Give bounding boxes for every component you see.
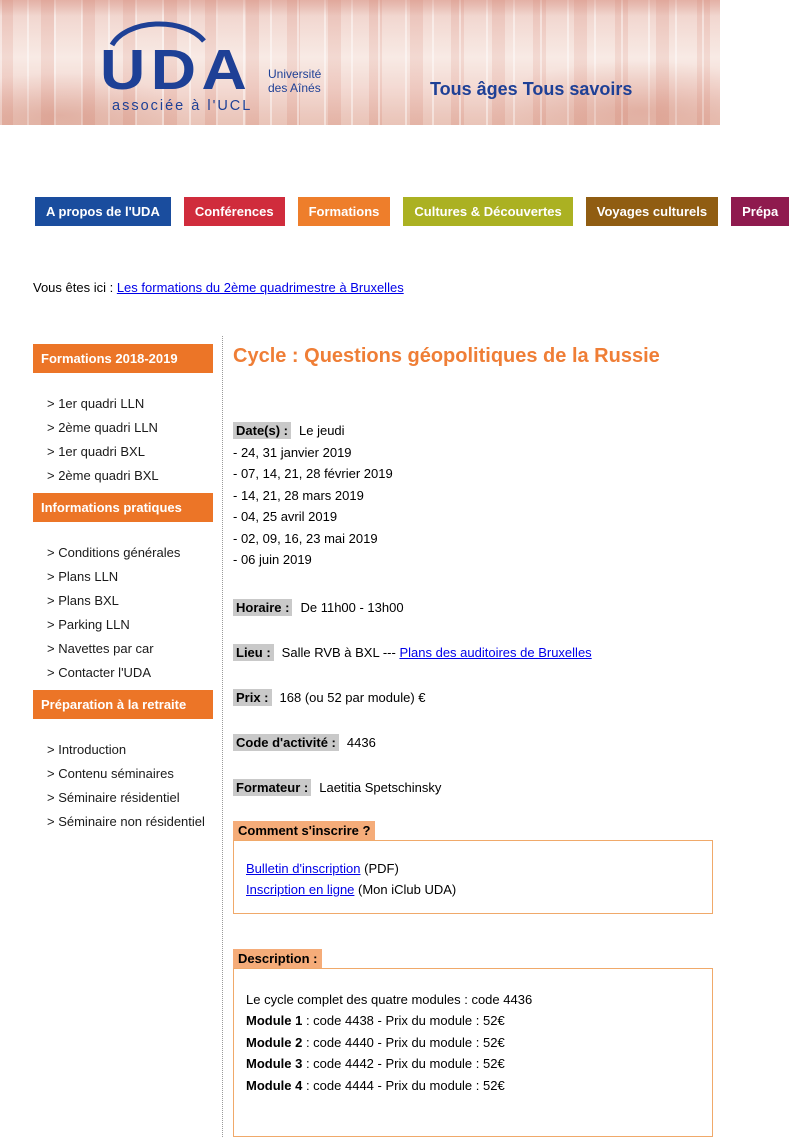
logo-university-name: Université des Aînés bbox=[268, 67, 321, 95]
lieu-value: Salle RVB à BXL --- bbox=[282, 645, 400, 660]
sidebar-item-parking-lln[interactable]: > Parking LLN bbox=[33, 613, 213, 637]
dates-value: Le jeudi bbox=[299, 423, 345, 438]
module-line: Module 3 : code 4442 - Prix du module : 52€ bbox=[246, 1053, 700, 1075]
sidebar-item-plans-bxl[interactable]: > Plans BXL bbox=[33, 589, 213, 613]
logo-acronym: UDA bbox=[100, 42, 252, 99]
description-header: Description : bbox=[233, 949, 322, 968]
lieu-label: Lieu : bbox=[233, 644, 274, 661]
nav-conferences[interactable]: Conférences bbox=[184, 197, 285, 226]
sidebar-list-infos-pratiques bbox=[33, 541, 213, 685]
sidebar-item-seminaire-non-residentiel[interactable]: > Séminaire non résidentiel bbox=[33, 810, 213, 834]
date-line: - 06 juin 2019 bbox=[233, 549, 720, 571]
prix-label: Prix : bbox=[233, 689, 272, 706]
sidebar-header-infos-pratiques: Informations pratiques bbox=[33, 493, 213, 522]
bulletin-inscription-link[interactable]: Bulletin d'inscription bbox=[246, 861, 361, 876]
field-horaire bbox=[233, 600, 720, 616]
inscription-line: Inscription en ligne (Mon iClub UDA) bbox=[246, 879, 700, 901]
date-line: - 24, 31 janvier 2019 bbox=[233, 442, 720, 464]
description-box bbox=[233, 968, 713, 1137]
inscription-line: Bulletin d'inscription (PDF) bbox=[246, 858, 700, 880]
sidebar-item-2eme-quadri-bxl[interactable]: > 2ème quadri BXL bbox=[33, 464, 213, 488]
field-dates bbox=[233, 420, 720, 571]
logo-affiliation: associée à l'UCL bbox=[112, 98, 252, 114]
site-tagline: Tous âges Tous savoirs bbox=[430, 79, 632, 100]
code-activite-value: 4436 bbox=[347, 735, 376, 750]
module-line: Module 4 : code 4444 - Prix du module : 52€ bbox=[246, 1075, 700, 1097]
sidebar-item-2eme-quadri-lln[interactable]: > 2ème quadri LLN bbox=[33, 416, 213, 440]
sidebar-header-preparation-retraite: Préparation à la retraite bbox=[33, 690, 213, 719]
sidebar-list-formations bbox=[33, 392, 213, 488]
inscription-box bbox=[233, 840, 713, 914]
nav-formations[interactable]: Formations bbox=[298, 197, 391, 226]
main-nav bbox=[35, 197, 720, 226]
formateur-label: Formateur : bbox=[233, 779, 311, 796]
sidebar-item-plans-lln[interactable]: > Plans LLN bbox=[33, 565, 213, 589]
site-banner bbox=[0, 0, 720, 125]
field-lieu bbox=[233, 645, 720, 661]
horaire-value: De 11h00 - 13h00 bbox=[300, 600, 403, 615]
main-content bbox=[223, 336, 720, 1137]
sidebar-item-contenu-seminaires[interactable]: > Contenu séminaires bbox=[33, 762, 213, 786]
page-title: Cycle : Questions géopolitiques de la Russie bbox=[233, 344, 720, 368]
sidebar-item-1er-quadri-lln[interactable]: > 1er quadri LLN bbox=[33, 392, 213, 416]
module-line: Module 2 : code 4440 - Prix du module : 52€ bbox=[246, 1032, 700, 1054]
prix-value: 168 (ou 52 par module) € bbox=[280, 690, 426, 705]
sidebar-item-navettes-par-car[interactable]: > Navettes par car bbox=[33, 637, 213, 661]
horaire-label: Horaire : bbox=[233, 599, 292, 616]
date-line: - 07, 14, 21, 28 février 2019 bbox=[233, 463, 720, 485]
sidebar-item-introduction[interactable]: > Introduction bbox=[33, 738, 213, 762]
sidebar-item-contacter-uda[interactable]: > Contacter l'UDA bbox=[33, 661, 213, 685]
sidebar-header-formations: Formations 2018-2019 bbox=[33, 344, 213, 373]
nav-voyages-culturels[interactable]: Voyages culturels bbox=[586, 197, 718, 226]
field-prix bbox=[233, 690, 720, 706]
date-line: - 14, 21, 28 mars 2019 bbox=[233, 485, 720, 507]
sidebar-section-infos-pratiques bbox=[33, 493, 213, 685]
date-line: - 04, 25 avril 2019 bbox=[233, 506, 720, 528]
breadcrumb-link[interactable]: Les formations du 2ème quadrimestre à Bruxelles bbox=[117, 280, 404, 295]
field-formateur bbox=[233, 780, 720, 796]
module-line: Module 1 : code 4438 - Prix du module : 52€ bbox=[246, 1010, 700, 1032]
section-inscription bbox=[233, 821, 720, 914]
formateur-value: Laetitia Spetschinsky bbox=[319, 780, 441, 795]
inscription-en-ligne-link[interactable]: Inscription en ligne bbox=[246, 882, 354, 897]
field-code-activite bbox=[233, 735, 720, 751]
nav-a-propos[interactable]: A propos de l'UDA bbox=[35, 197, 171, 226]
sidebar bbox=[33, 336, 223, 1137]
nav-preparation[interactable]: Prépa bbox=[731, 197, 789, 226]
sidebar-item-seminaire-residentiel[interactable]: > Séminaire résidentiel bbox=[33, 786, 213, 810]
sidebar-list-preparation-retraite bbox=[33, 738, 213, 834]
section-description bbox=[233, 949, 720, 1137]
plans-auditoires-link[interactable]: Plans des auditoires de Bruxelles bbox=[399, 645, 591, 660]
uda-logo[interactable] bbox=[0, 0, 330, 125]
breadcrumb bbox=[33, 280, 720, 295]
sidebar-item-1er-quadri-bxl[interactable]: > 1er quadri BXL bbox=[33, 440, 213, 464]
sidebar-section-preparation-retraite bbox=[33, 690, 213, 834]
content-area bbox=[33, 336, 720, 1137]
breadcrumb-prefix: Vous êtes ici : bbox=[33, 280, 117, 295]
nav-cultures-decouvertes[interactable]: Cultures & Découvertes bbox=[403, 197, 572, 226]
inscription-header: Comment s'inscrire ? bbox=[233, 821, 375, 840]
date-line: - 02, 09, 16, 23 mai 2019 bbox=[233, 528, 720, 550]
sidebar-section-formations bbox=[33, 344, 213, 488]
description-intro: Le cycle complet des quatre modules : code 4436 bbox=[246, 989, 700, 1011]
dates-label: Date(s) : bbox=[233, 422, 291, 439]
sidebar-item-conditions-generales[interactable]: > Conditions générales bbox=[33, 541, 213, 565]
code-activite-label: Code d'activité : bbox=[233, 734, 339, 751]
